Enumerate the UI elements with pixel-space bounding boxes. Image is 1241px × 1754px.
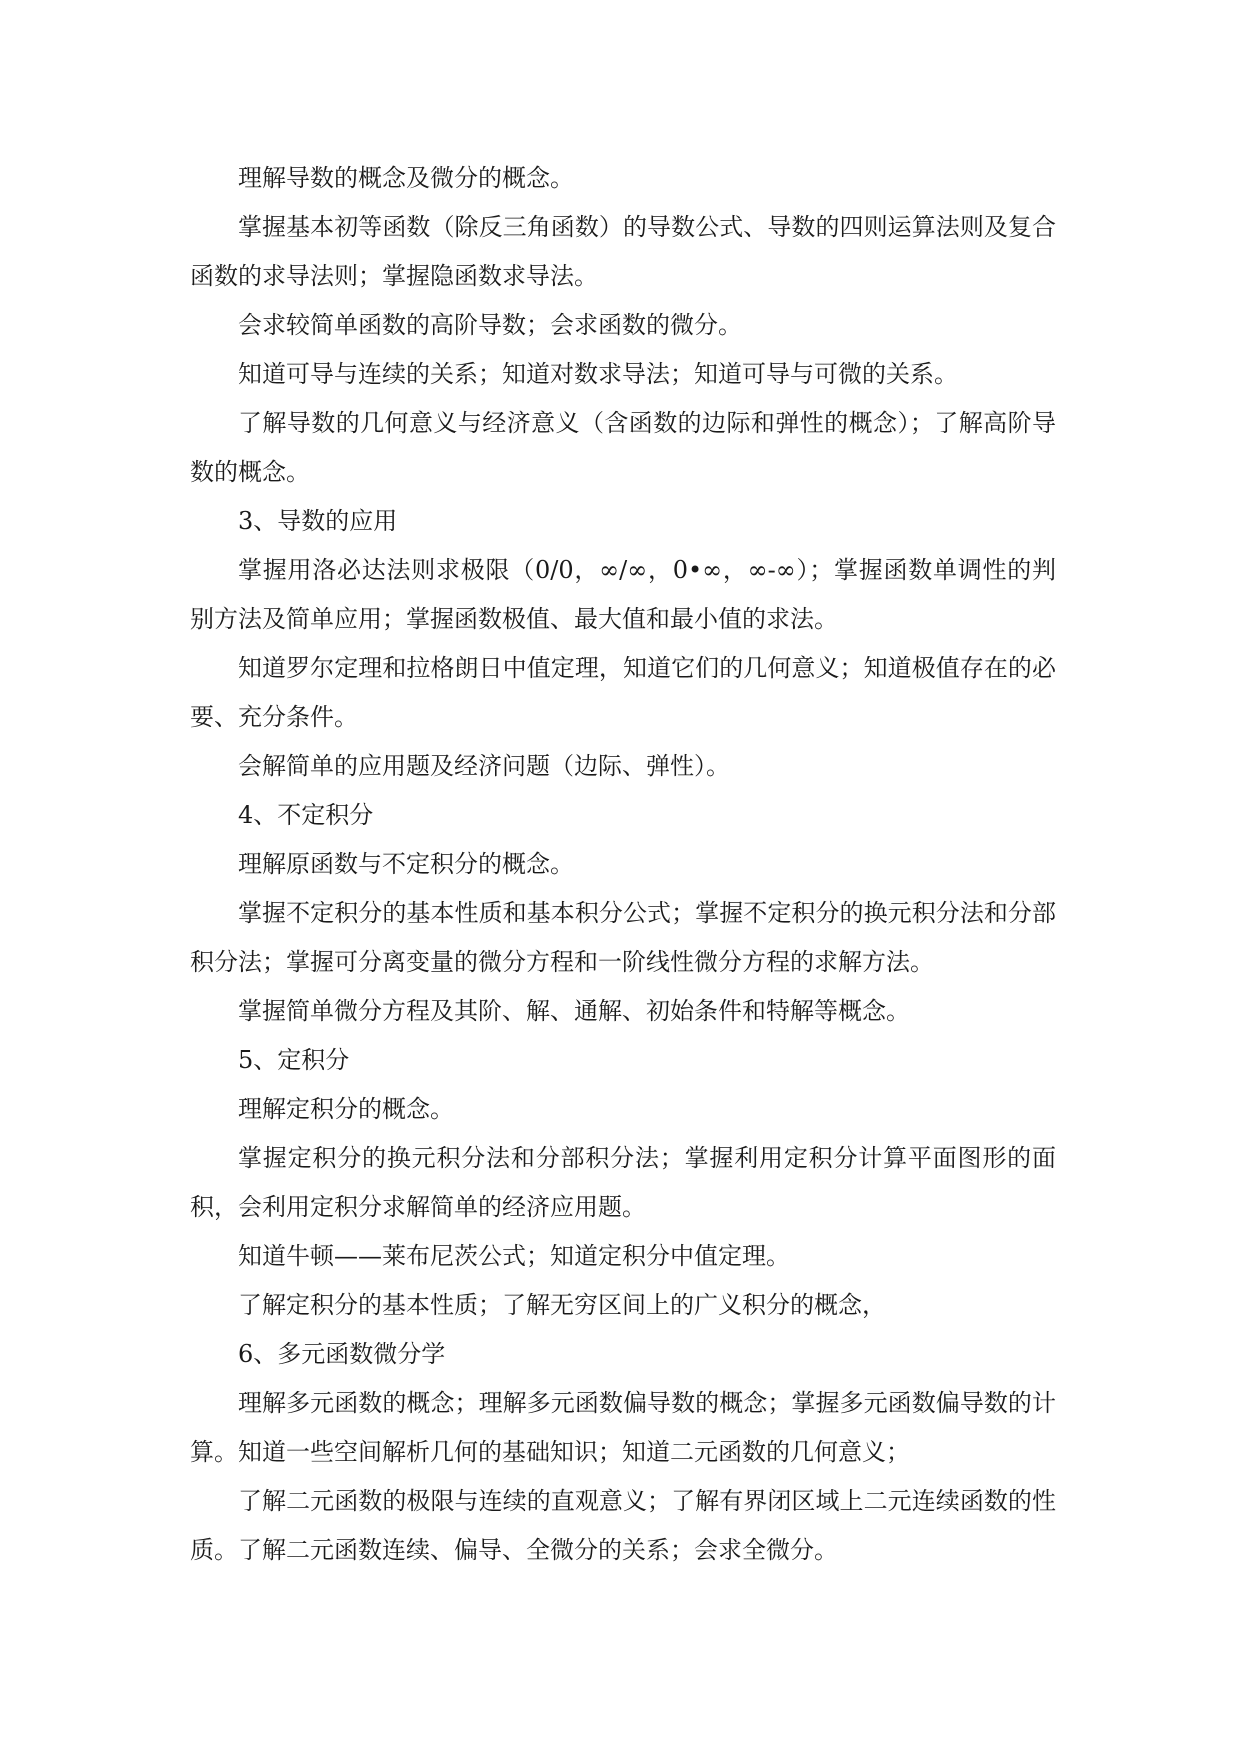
paragraph: 知道可导与连续的关系；知道对数求导法；知道可导与可微的关系。 [238, 360, 958, 388]
paragraph: 理解导数的概念及微分的概念。 [238, 164, 574, 192]
paragraph: 掌握用洛必达法则求极限（0/0，∞/∞，0•∞，∞-∞）；掌握函数单调性的判别方法及简单应用；掌握函数极值、最大值和最小值的求法。 [190, 556, 1056, 633]
paragraph: 掌握简单微分方程及其阶、解、通解、初始条件和特解等概念。 [238, 997, 910, 1025]
paragraph: 理解定积分的概念。 [238, 1095, 454, 1123]
document-body [190, 154, 1056, 1575]
section-heading: 4、不定积分 [238, 801, 374, 829]
paragraph: 理解原函数与不定积分的概念。 [238, 850, 574, 878]
paragraph: 掌握定积分的换元积分法和分部积分法；掌握利用定积分计算平面图形的面积，会利用定积分求解简单的经济应用题。 [190, 1144, 1056, 1221]
paragraph: 会解简单的应用题及经济问题（边际、弹性）。 [238, 752, 730, 780]
paragraph: 了解导数的几何意义与经济意义（含函数的边际和弹性的概念）；了解高阶导数的概念。 [190, 409, 1056, 486]
paragraph: 掌握不定积分的基本性质和基本积分公式；掌握不定积分的换元积分法和分部积分法；掌握可分离变量的微分方程和一阶线性微分方程的求解方法。 [190, 899, 1056, 976]
paragraph: 知道牛顿——莱布尼茨公式；知道定积分中值定理。 [238, 1242, 790, 1270]
section-heading: 5、定积分 [238, 1046, 350, 1074]
section-heading: 6、多元函数微分学 [238, 1340, 446, 1368]
section-heading: 3、导数的应用 [238, 507, 398, 535]
paragraph: 了解二元函数的极限与连续的直观意义；了解有界闭区域上二元连续函数的性质。了解二元函数连续、偏导、全微分的关系；会求全微分。 [190, 1487, 1056, 1564]
paragraph: 会求较简单函数的高阶导数；会求函数的微分。 [238, 311, 742, 339]
paragraph: 掌握基本初等函数（除反三角函数）的导数公式、导数的四则运算法则及复合函数的求导法则；掌握隐函数求导法。 [190, 213, 1056, 290]
paragraph: 了解定积分的基本性质；了解无穷区间上的广义积分的概念， [238, 1291, 886, 1319]
paragraph: 知道罗尔定理和拉格朗日中值定理，知道它们的几何意义；知道极值存在的必要、充分条件。 [190, 654, 1056, 731]
paragraph: 理解多元函数的概念；理解多元函数偏导数的概念；掌握多元函数偏导数的计算。知道一些空间解析几何的基础知识；知道二元函数的几何意义； [190, 1389, 1056, 1466]
